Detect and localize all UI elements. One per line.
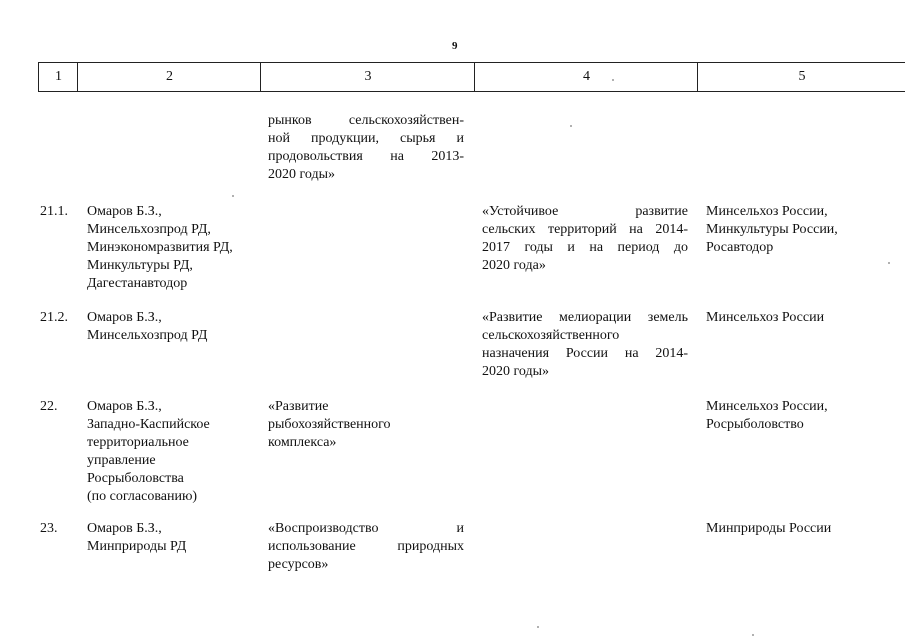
header-col-5: 5 — [697, 63, 905, 91]
text-line: рыбохозяйственного — [268, 417, 391, 432]
row-21-1-federal — [706, 203, 886, 257]
text-line: Дагестанавтодор — [87, 276, 188, 291]
row-21-2-program — [482, 309, 688, 381]
text-line: Омаров Б.З., — [87, 310, 162, 325]
row-23-federal — [706, 520, 886, 538]
text-line: использование природных — [268, 539, 464, 554]
text-line: «Устойчивое развитие — [482, 204, 688, 219]
text-line: 2017 годы и на период до — [482, 240, 688, 255]
text-line: Росрыболовство — [706, 417, 804, 432]
header-col-3: 3 — [260, 63, 475, 91]
row-23-subprogram — [268, 520, 464, 574]
text-line: Омаров Б.З., — [87, 399, 162, 414]
page-number: 9 — [452, 40, 458, 52]
text-line: «Развитие мелиорации земель — [482, 310, 688, 325]
text-line: управление — [87, 453, 156, 468]
text-line: Минкультуры России, — [706, 222, 838, 237]
row-21-1-number: 21.1. — [40, 204, 68, 219]
row-21-2-number: 21.2. — [40, 310, 68, 325]
text-line: рынков сельскохозяйствен- — [268, 113, 464, 128]
scan-speck — [752, 634, 754, 636]
text-line: сельскохозяйственного — [482, 328, 620, 343]
text-line: Минэкономразвития РД, — [87, 240, 233, 255]
text-line: Западно-Каспийское — [87, 417, 210, 432]
header-col-2: 2 — [77, 63, 261, 91]
row-22-subprogram — [268, 398, 464, 452]
text-line: Минсельхоз России, — [706, 399, 828, 414]
text-line: 2020 года» — [482, 258, 546, 273]
text-line: «Воспроизводство и — [268, 521, 464, 536]
text-line: Минприроды РД — [87, 539, 187, 554]
text-line: 2020 годы» — [482, 364, 550, 379]
text-line: Минприроды России — [706, 521, 832, 536]
row-23-responsible — [87, 520, 262, 556]
text-line: «Развитие — [268, 399, 329, 414]
row-22-number: 22. — [40, 399, 58, 414]
text-line: Минсельхозпрод РД, — [87, 222, 211, 237]
text-line: Омаров Б.З., — [87, 521, 162, 536]
header-col-4: 4 — [474, 63, 698, 91]
text-line: (по согласованию) — [87, 489, 198, 504]
row-22-responsible — [87, 398, 262, 506]
scan-speck — [537, 626, 539, 628]
text-line: Минсельхоз России — [706, 310, 825, 325]
scan-speck — [888, 262, 890, 264]
text-line: сельских территорий на 2014- — [482, 222, 688, 237]
text-line: Росрыболовства — [87, 471, 184, 486]
text-line: Минкультуры РД, — [87, 258, 193, 273]
header-col-1: 1 — [38, 63, 78, 91]
text-line: ресурсов» — [268, 557, 329, 572]
text-line: Минсельхозпрод РД — [87, 328, 208, 343]
text-line: Росавтодор — [706, 240, 774, 255]
row-21-2-responsible — [87, 309, 262, 345]
text-line: Минсельхоз России, — [706, 204, 828, 219]
row-22-federal — [706, 398, 886, 434]
text-line: комплекса» — [268, 435, 337, 450]
text-line: 2020 годы» — [268, 167, 336, 182]
scan-speck — [612, 79, 614, 81]
row-21-1-responsible — [87, 203, 262, 293]
scan-speck — [570, 125, 572, 127]
text-line: ной продукции, сырья и — [268, 131, 464, 146]
table-header — [38, 62, 905, 92]
scan-speck — [232, 195, 234, 197]
text-line: Омаров Б.З., — [87, 204, 162, 219]
text-line: продовольствия на 2013- — [268, 149, 464, 164]
row-23-number: 23. — [40, 521, 58, 536]
text-line: назначения России на 2014- — [482, 346, 688, 361]
text-line: территориальное — [87, 435, 189, 450]
row-21-1-program — [482, 203, 688, 275]
continuation-col3 — [268, 112, 464, 184]
row-21-2-federal — [706, 309, 886, 327]
